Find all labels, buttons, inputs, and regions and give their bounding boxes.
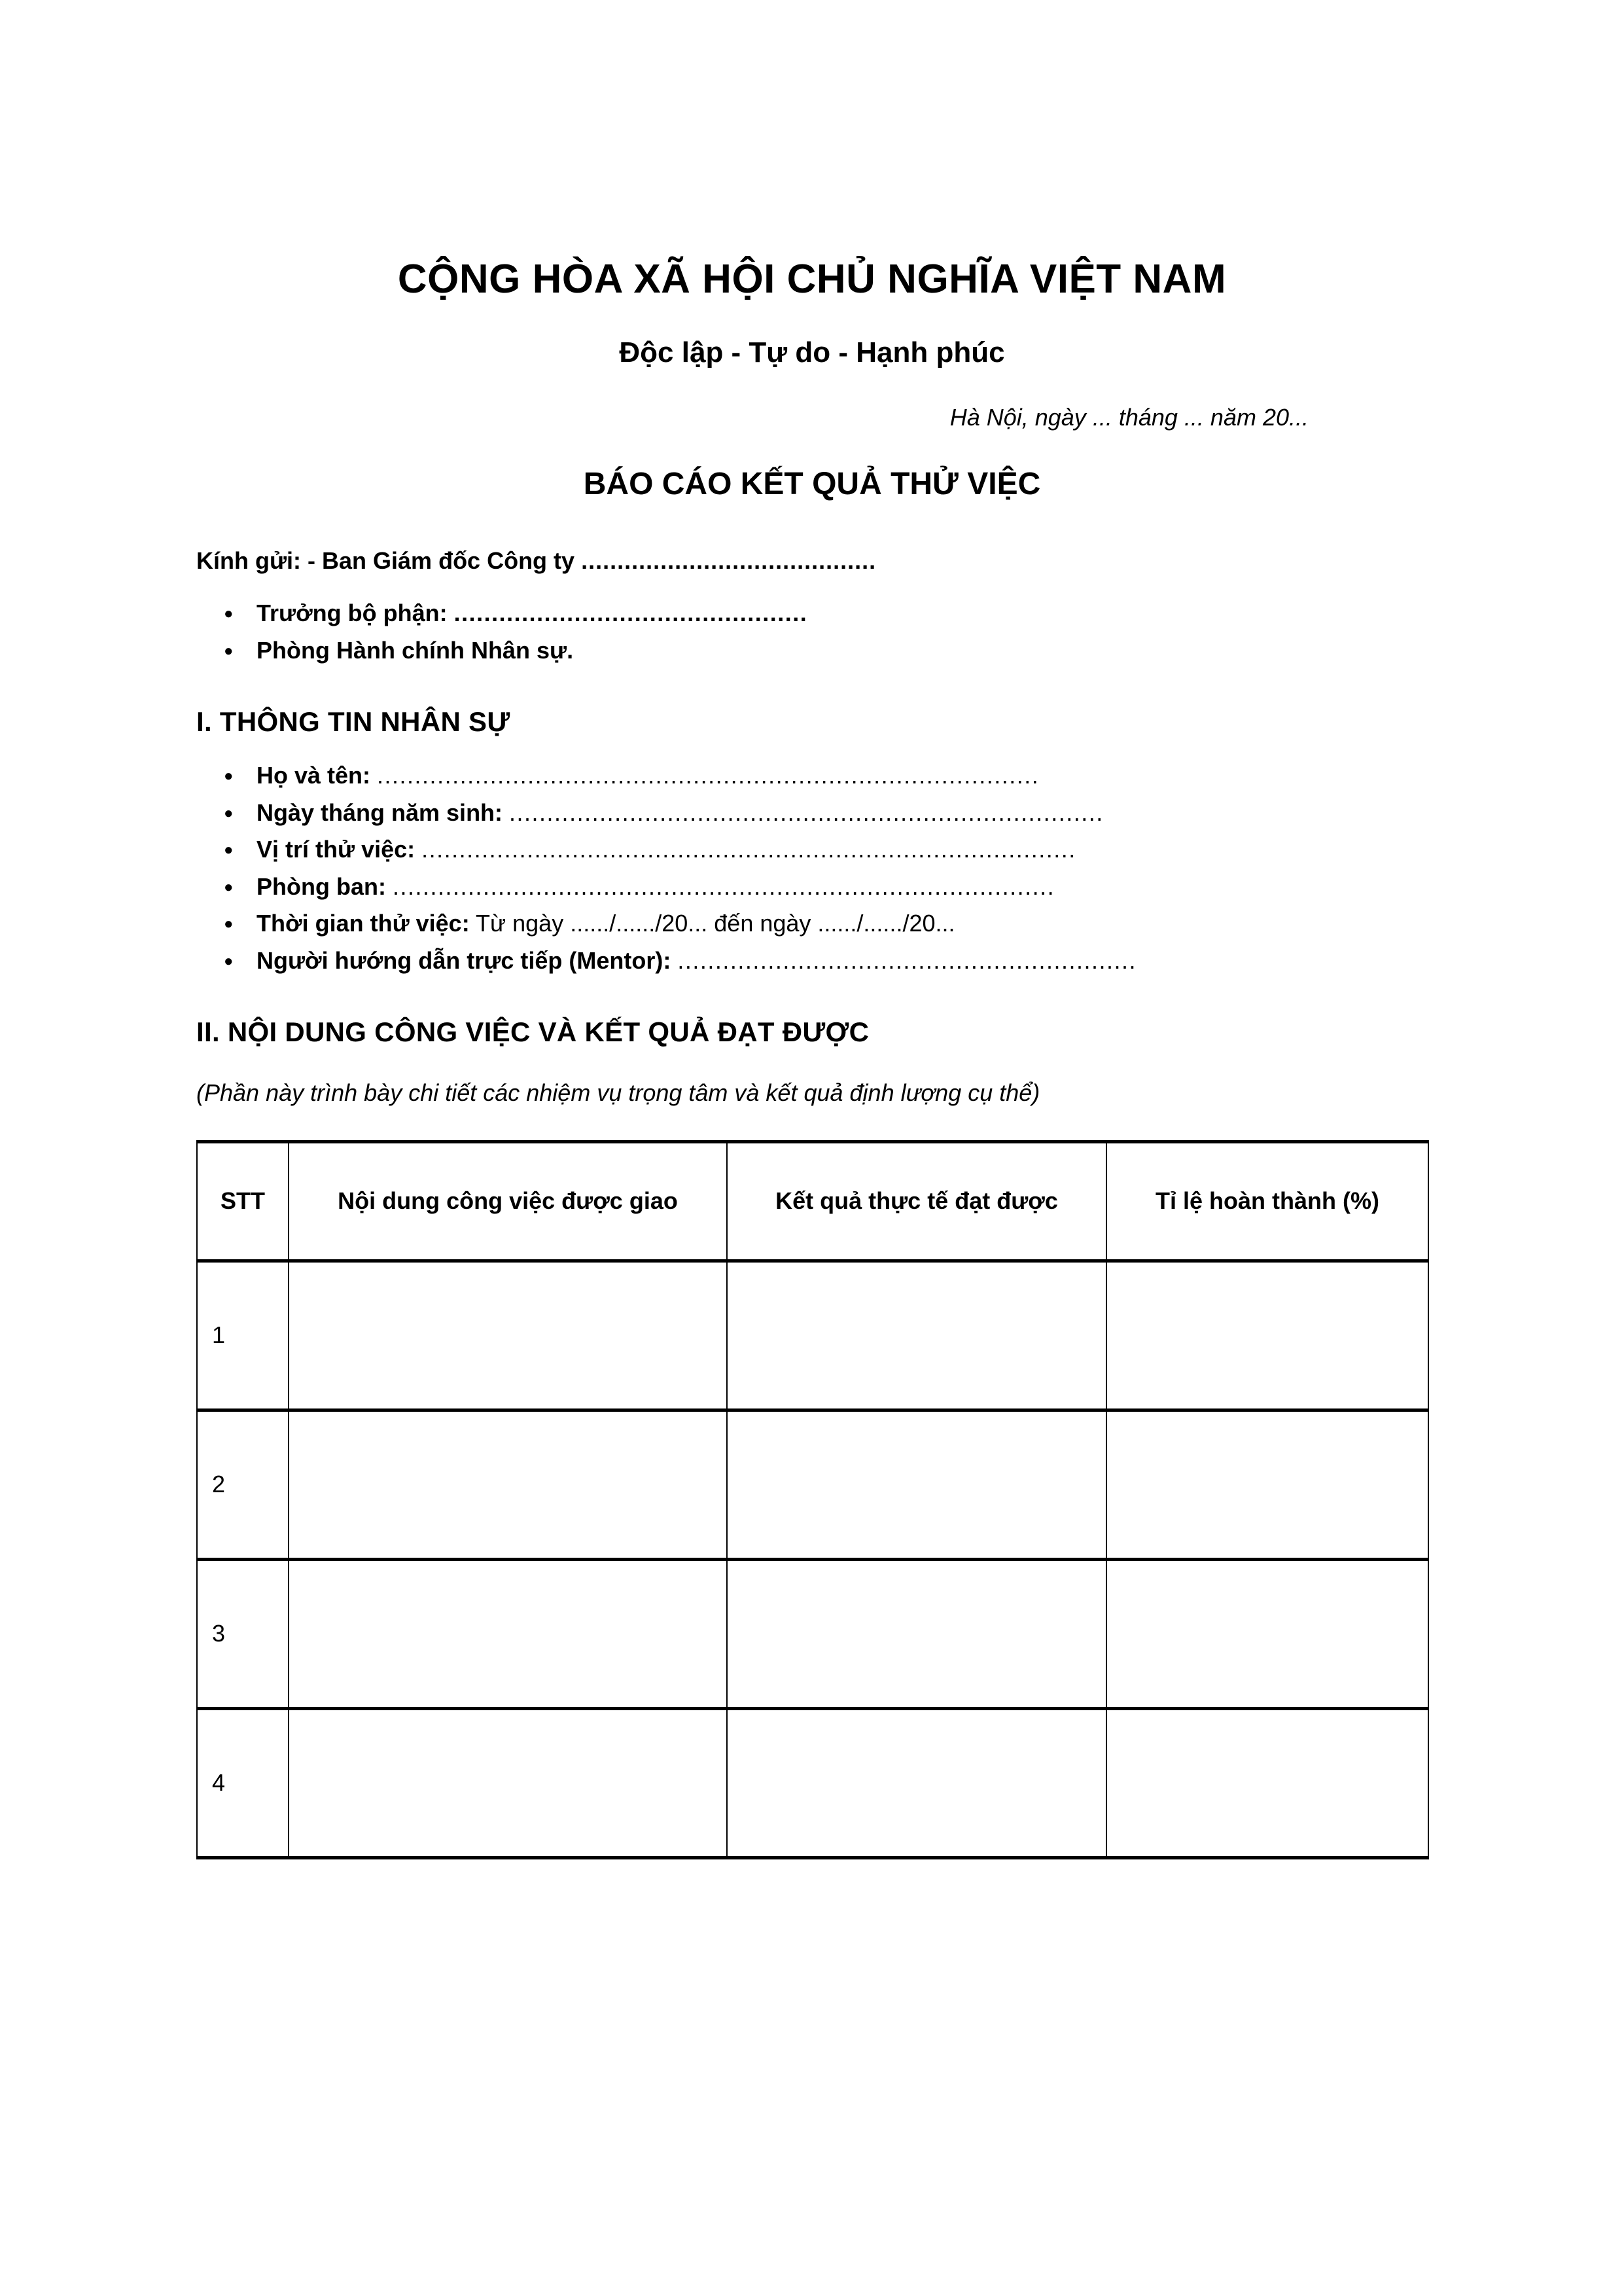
- section-one-heading: I. THÔNG TIN NHÂN SỰ: [196, 706, 510, 737]
- field-dots: ...............................................................................: [509, 798, 1104, 826]
- list-item: [196, 834, 1428, 866]
- recipient-dots: ...............................................: [453, 600, 808, 627]
- cell-noi-dung[interactable]: [289, 1708, 727, 1857]
- cell-noi-dung[interactable]: [289, 1410, 727, 1559]
- recipient-label: Trưởng bộ phận:: [256, 600, 448, 627]
- field-label: Thời gian thử việc:: [256, 910, 470, 937]
- cell-noi-dung[interactable]: [289, 1261, 727, 1410]
- national-motto: Độc lập - Tự do - Hạnh phúc: [619, 336, 1005, 369]
- work-table-wrapper: [196, 1109, 1428, 1859]
- field-dots: .............................................................: [677, 947, 1137, 975]
- cell-ket-qua[interactable]: [727, 1708, 1106, 1857]
- field-dots: .......................................................................................: [421, 836, 1076, 863]
- cell-ti-le[interactable]: [1106, 1410, 1428, 1559]
- column-header-stt: STT: [197, 1141, 289, 1261]
- list-item: [196, 760, 1428, 792]
- table-header-row: [197, 1141, 1428, 1261]
- field-value: Từ ngày ....../....../20... đến ngày ....../....../20...: [476, 910, 955, 937]
- column-header-ti-le: Tỉ lệ hoàn thành (%): [1106, 1141, 1428, 1261]
- table-row: [197, 1708, 1428, 1857]
- cell-ti-le[interactable]: [1106, 1708, 1428, 1857]
- cell-ket-qua[interactable]: [727, 1559, 1106, 1708]
- document-title: BÁO CÁO KẾT QUẢ THỬ VIỆC: [583, 467, 1041, 502]
- cell-ket-qua[interactable]: [727, 1261, 1106, 1410]
- cell-ket-qua[interactable]: [727, 1410, 1106, 1559]
- table-row: [197, 1261, 1428, 1410]
- field-dots: ........................................................................................: [392, 872, 1055, 900]
- field-label: Người hướng dẫn trực tiếp (Mentor):: [256, 947, 671, 975]
- dateline: Hà Nội, ngày ... tháng ... năm 20...: [949, 403, 1309, 431]
- recipient-primary-line: [196, 503, 1428, 577]
- column-header-ket-qua: Kết quả thực tế đạt được: [727, 1141, 1106, 1261]
- cell-stt: 2: [197, 1410, 289, 1559]
- personnel-info-list: [196, 739, 1428, 977]
- work-results-table: [196, 1140, 1429, 1859]
- field-label: Họ và tên:: [256, 762, 371, 789]
- field-label: Vị trí thử việc:: [256, 836, 415, 863]
- recipient-list: [196, 577, 1428, 666]
- document-content: [196, 0, 1428, 1859]
- cell-stt: 4: [197, 1708, 289, 1857]
- recipient-primary-dots: .........................................: [581, 547, 877, 574]
- table-row: [197, 1559, 1428, 1708]
- list-item: [196, 797, 1428, 829]
- table-row: [197, 1410, 1428, 1559]
- list-item: [196, 635, 1428, 667]
- cell-stt: 1: [197, 1261, 289, 1410]
- list-item: [196, 908, 1428, 940]
- cell-ti-le[interactable]: [1106, 1261, 1428, 1410]
- field-label: Phòng ban:: [256, 872, 386, 900]
- cell-ti-le[interactable]: [1106, 1559, 1428, 1708]
- field-label: Ngày tháng năm sinh:: [256, 798, 503, 826]
- recipient-label: Phòng Hành chính Nhân sự.: [256, 636, 574, 664]
- list-item: [196, 945, 1428, 977]
- section-two-note: (Phần này trình bày chi tiết các nhiệm vụ trọng tâm và kết quả định lượng cụ thể): [196, 1079, 1040, 1107]
- field-dots: ........................................................................................: [377, 762, 1040, 789]
- national-title: CỘNG HÒA XÃ HỘI CHỦ NGHĨA VIỆT NAM: [397, 257, 1227, 302]
- section-two-heading: II. NỘI DUNG CÔNG VIỆC VÀ KẾT QUẢ ĐẠT ĐƯỢC: [196, 1016, 870, 1047]
- cell-stt: 3: [197, 1559, 289, 1708]
- list-item: [196, 598, 1428, 630]
- column-header-noi-dung: Nội dung công việc được giao: [289, 1141, 727, 1261]
- recipient-primary-label: Kính gửi: - Ban Giám đốc Công ty: [196, 547, 575, 574]
- list-item: [196, 871, 1428, 903]
- cell-noi-dung[interactable]: [289, 1559, 727, 1708]
